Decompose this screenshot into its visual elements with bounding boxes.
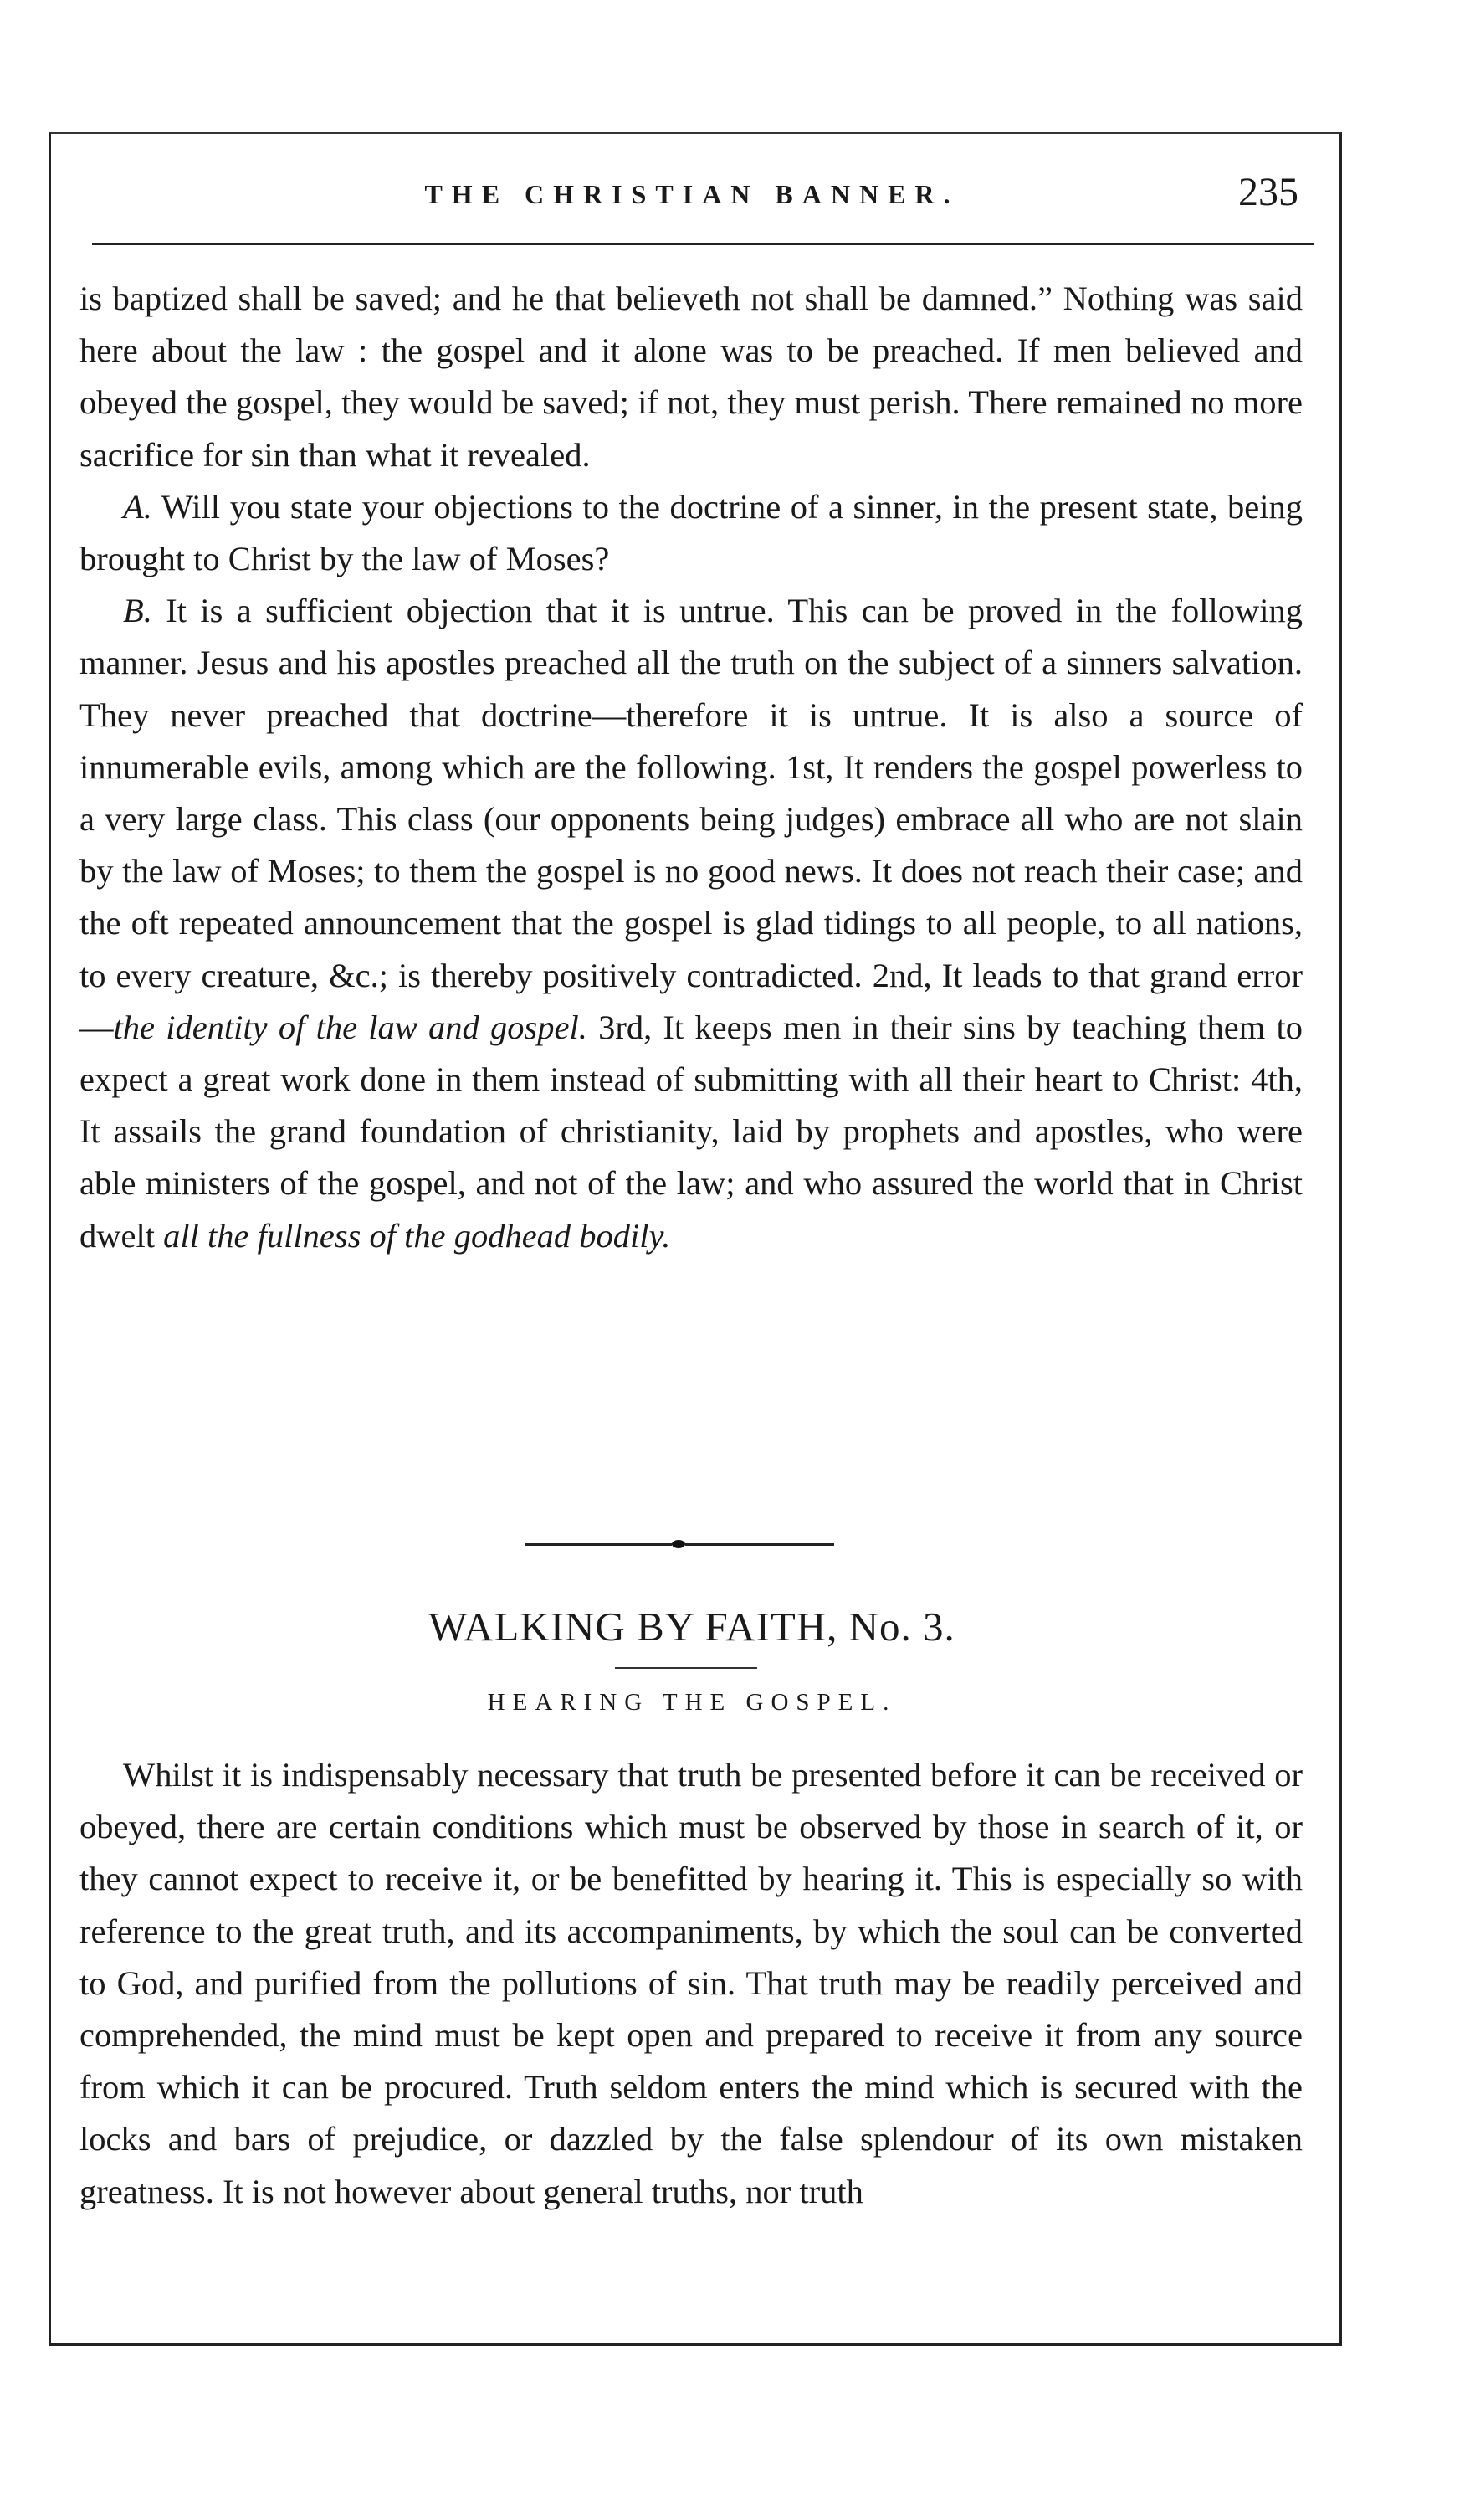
article-body — [79, 1749, 1303, 2218]
ornament-line-right — [685, 1543, 834, 1546]
answer-text: It is a sufficient objection that it is untrue. This can be proved in the following manner. Jesus and his apostles preached all the truth on the subject of a sinners salvation. They never preached that doctrine—therefore it is untrue. It is also a source of innumerable evils, among which are the following. 1st, It renders the gospel powerless to a very large class. This class (our opponents being judges) embrace all who are not slain by the law of Moses; to them the gospel is no good news. It does not reach their case; and the oft repeated announcement that the gospel is glad tidings to all people, to all nations, to every creature, &c.; is thereby positively contradicted. 2nd, It leads to that grand error— — [79, 592, 1303, 1046]
article-title: WALKING BY FAITH, No. 3. — [428, 1604, 955, 1650]
text-line: what it revealed. — [365, 435, 591, 474]
answer-text-continued: 3rd, It keeps men in their sins by teaching them to expect a great work done in them instead of submitting with all their heart to Christ: 4th, It assails the grand foundation of christianity, laid by prophets and apostles, who were able ministers of the gospel, and not of the law; and who assured the world that in Christ dwelt — [79, 1008, 1303, 1255]
italic-phrase: the identity of the law and gospel. — [113, 1008, 587, 1046]
ornament-line-left — [525, 1543, 672, 1546]
title-rule — [615, 1667, 757, 1669]
page-header — [77, 149, 1307, 224]
text-line: is baptized shall be saved; and he that believeth not shall be damned.” — [79, 280, 1063, 317]
article-subtitle: HEARING THE GOSPEL. — [487, 1689, 897, 1716]
text-line: preached. If men believed and obeyed the gospel, they would be saved; — [79, 331, 1303, 422]
page-number: 235 — [1238, 170, 1298, 214]
article-paragraph: Whilst it is indispensably necessary that truth be presented before it can be received or obeyed, there are certain conditions which must be observed by those in search of it, or they cannot expect to receive it, or be benefitted by hearing it. This is especially so with reference to the great truth, and its accompaniments, by which the soul can be converted to God, and purified from the pollutions of sin. That truth may be readily perceived and comprehended, the mind must be kept open and prepared to receive it from any source from which it can be procured. Truth seldom enters the mind which is secured with the locks and bars of prejudice, or dazzled by the false splendour of its own mistaken greatness. It is not however about general truths, nor truth — [79, 1756, 1303, 2210]
speaker-label: A. — [123, 487, 152, 526]
text-line: Nothing was said here about the law : the gospel and it alone was to be — [79, 280, 1303, 370]
answer-paragraph — [79, 585, 1303, 1262]
section-ornament — [525, 1540, 834, 1548]
italic-phrase: all the fullness of the godhead bodily. — [163, 1216, 671, 1255]
question-text: Will you state your objections to the doctrine of a sinner, in the present state, being brought to Christ by the law of Moses? — [79, 487, 1303, 578]
header-rule — [92, 243, 1314, 245]
dialogue-section — [79, 273, 1303, 1262]
question-paragraph — [79, 481, 1303, 585]
ornament-dot — [672, 1540, 685, 1548]
running-title: THE CHRISTIAN BANNER. — [424, 179, 960, 209]
continued-paragraph — [79, 273, 1303, 481]
text-line: if not, they must perish. There remained no more sacrifice for sin than — [79, 383, 1303, 474]
speaker-label: B. — [123, 592, 152, 630]
